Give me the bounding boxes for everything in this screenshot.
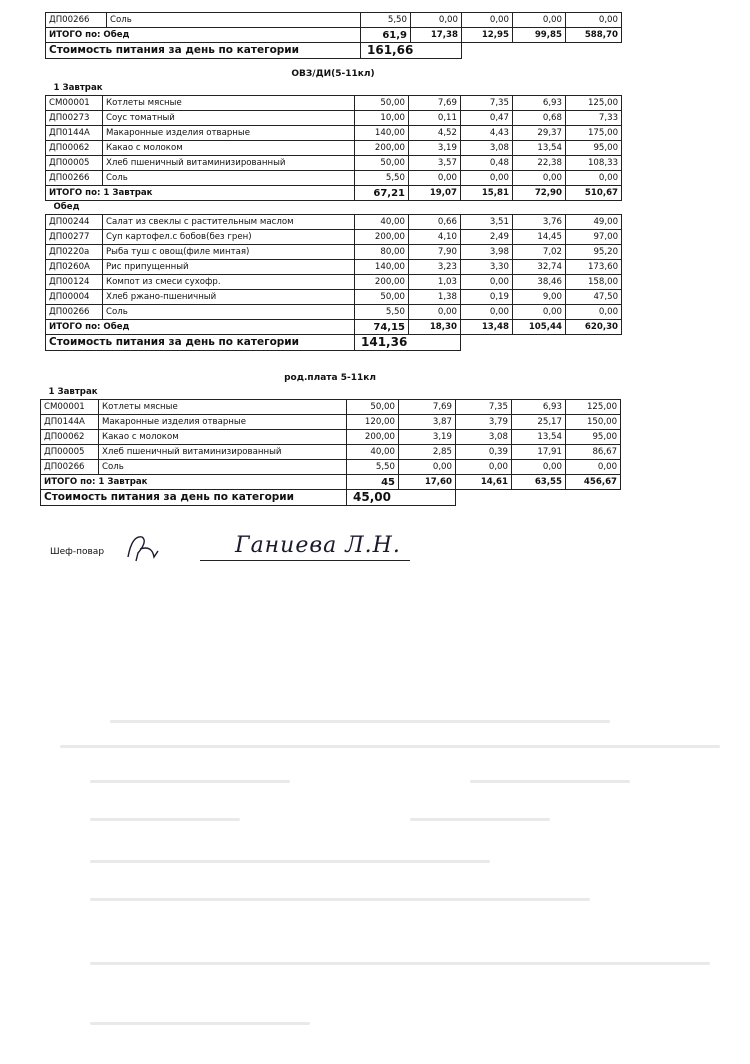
item-name: Хлеб пшеничный витаминизированный [99, 445, 347, 460]
item-code: ДП00273 [46, 111, 103, 126]
item-code: ДП00005 [41, 445, 99, 460]
menu-table-1 [45, 12, 622, 59]
total-proteins: 18,30 [409, 320, 461, 335]
table-row [46, 290, 622, 305]
item-kcal: 173,60 [566, 260, 622, 275]
total-fats: 15,81 [461, 186, 513, 201]
item-proteins: 7,69 [399, 400, 456, 415]
item-proteins: 7,90 [409, 245, 461, 260]
item-name: Суп картофел.с бобов(без грен) [103, 230, 355, 245]
item-carbs: 0,00 [512, 460, 566, 475]
item-code: ДП00005 [46, 156, 103, 171]
item-fats: 0,00 [456, 460, 512, 475]
item-fats: 3,30 [461, 260, 513, 275]
item-kcal: 49,00 [566, 215, 622, 230]
item-proteins: 0,11 [409, 111, 461, 126]
item-carbs: 32,74 [513, 260, 566, 275]
item-kcal: 0,00 [566, 305, 622, 320]
item-fats: 0,00 [461, 275, 513, 290]
item-weight: 200,00 [355, 230, 409, 245]
table-row [41, 415, 621, 430]
total-label: ИТОГО по: Обед [46, 320, 355, 335]
item-code: ДП00266 [46, 171, 103, 186]
cost-value: 45,00 [347, 490, 456, 506]
item-proteins: 0,00 [411, 13, 462, 28]
total-carbs: 72,90 [513, 186, 566, 201]
item-kcal: 95,00 [566, 141, 622, 156]
table-3-body [41, 386, 621, 506]
table-row [46, 305, 622, 320]
item-proteins: 0,00 [409, 305, 461, 320]
item-kcal: 0,00 [566, 171, 622, 186]
cost-label: Стоимость питания за день по категории [46, 43, 361, 59]
total-row [46, 28, 622, 43]
item-code: ДП00062 [46, 141, 103, 156]
item-code: СМ00001 [41, 400, 99, 415]
item-name: Котлеты мясные [103, 96, 355, 111]
table-row [41, 430, 621, 445]
item-fats: 0,48 [461, 156, 513, 171]
item-fats: 3,08 [461, 141, 513, 156]
item-code: ДП00244 [46, 215, 103, 230]
meal-heading [46, 82, 622, 96]
item-proteins: 7,69 [409, 96, 461, 111]
item-carbs: 0,00 [513, 13, 566, 28]
item-name: Хлеб пшеничный витаминизированный [103, 156, 355, 171]
total-label: ИТОГО по: 1 Завтрак [41, 475, 347, 490]
table-row [46, 171, 622, 186]
item-proteins: 0,66 [409, 215, 461, 230]
signature-scribble [118, 527, 198, 567]
item-weight: 140,00 [355, 260, 409, 275]
item-fats: 3,08 [456, 430, 512, 445]
bleed-through-area [50, 700, 720, 1050]
total-proteins: 17,60 [399, 475, 456, 490]
item-carbs: 0,00 [513, 305, 566, 320]
item-weight: 5,50 [347, 460, 399, 475]
item-name: Какао с молоком [99, 430, 347, 445]
cost-value: 141,36 [355, 335, 461, 351]
item-fats: 3,98 [461, 245, 513, 260]
item-weight: 5,50 [361, 13, 411, 28]
item-code: ДП00266 [46, 305, 103, 320]
item-name: Соль [103, 305, 355, 320]
item-fats: 3,79 [456, 415, 512, 430]
item-proteins: 0,00 [409, 171, 461, 186]
item-fats: 7,35 [461, 96, 513, 111]
item-code: ДП0260А [46, 260, 103, 275]
item-weight: 50,00 [355, 96, 409, 111]
item-name: Соль [99, 460, 347, 475]
item-code: ДП00266 [41, 460, 99, 475]
total-proteins: 17,38 [411, 28, 462, 43]
item-code: ДП00062 [41, 430, 99, 445]
item-carbs: 6,93 [512, 400, 566, 415]
item-kcal: 97,00 [566, 230, 622, 245]
item-fats: 0,00 [461, 171, 513, 186]
table-row [46, 111, 622, 126]
item-weight: 5,50 [355, 305, 409, 320]
total-row [46, 320, 622, 335]
item-carbs: 29,37 [513, 126, 566, 141]
item-proteins: 2,85 [399, 445, 456, 460]
item-name: Какао с молоком [103, 141, 355, 156]
total-carbs: 63,55 [512, 475, 566, 490]
table-row [46, 230, 622, 245]
meal-label: 1 Завтрак [48, 387, 98, 397]
cost-row [41, 490, 621, 506]
item-fats: 4,43 [461, 126, 513, 141]
item-kcal: 150,00 [566, 415, 621, 430]
total-fats: 12,95 [462, 28, 513, 43]
cost-label: Стоимость питания за день по категории [46, 335, 355, 351]
item-name: Рис припущенный [103, 260, 355, 275]
cost-blank [456, 490, 621, 506]
table-row [46, 96, 622, 111]
item-code: СМ00001 [46, 96, 103, 111]
total-kcal: 588,70 [566, 28, 622, 43]
item-weight: 50,00 [347, 400, 399, 415]
cost-value: 161,66 [361, 43, 462, 59]
item-weight: 40,00 [347, 445, 399, 460]
item-carbs: 7,02 [513, 245, 566, 260]
cost-row [46, 335, 622, 351]
item-carbs: 6,93 [513, 96, 566, 111]
item-kcal: 95,20 [566, 245, 622, 260]
meal-label: Обед [53, 202, 80, 212]
item-carbs: 22,38 [513, 156, 566, 171]
item-code: ДП0220а [46, 245, 103, 260]
item-proteins: 1,03 [409, 275, 461, 290]
table-row [46, 245, 622, 260]
item-name: Соль [107, 13, 361, 28]
item-name: Котлеты мясные [99, 400, 347, 415]
total-row [46, 186, 622, 201]
item-carbs: 13,54 [513, 141, 566, 156]
item-kcal: 125,00 [566, 96, 622, 111]
total-carbs: 99,85 [513, 28, 566, 43]
item-carbs: 14,45 [513, 230, 566, 245]
total-price: 45 [347, 475, 399, 490]
item-carbs: 17,91 [512, 445, 566, 460]
item-code: ДП00277 [46, 230, 103, 245]
item-carbs: 3,76 [513, 215, 566, 230]
item-weight: 120,00 [347, 415, 399, 430]
category-title-ovz: ОВЗ/ДИ(5-11кл) [291, 69, 375, 79]
item-name: Хлеб ржано-пшеничный [103, 290, 355, 305]
cost-blank [462, 43, 622, 59]
item-proteins: 4,52 [409, 126, 461, 141]
item-kcal: 108,33 [566, 156, 622, 171]
table-2-body [46, 82, 622, 351]
item-code: ДП00004 [46, 290, 103, 305]
item-proteins: 4,10 [409, 230, 461, 245]
item-kcal: 7,33 [566, 111, 622, 126]
item-carbs: 13,54 [512, 430, 566, 445]
item-fats: 0,39 [456, 445, 512, 460]
item-name: Компот из смеси сухофр. [103, 275, 355, 290]
item-kcal: 125,00 [566, 400, 621, 415]
table-row [46, 141, 622, 156]
item-weight: 140,00 [355, 126, 409, 141]
meal-heading [41, 386, 621, 400]
item-carbs: 0,00 [513, 171, 566, 186]
table-row [46, 215, 622, 230]
item-kcal: 47,50 [566, 290, 622, 305]
item-code: ДП00124 [46, 275, 103, 290]
item-weight: 50,00 [355, 156, 409, 171]
item-proteins: 3,87 [399, 415, 456, 430]
table-1-body [46, 13, 622, 59]
item-fats: 3,51 [461, 215, 513, 230]
menu-table-2 [45, 82, 622, 351]
item-proteins: 3,19 [399, 430, 456, 445]
table-row [46, 275, 622, 290]
item-kcal: 95,00 [566, 430, 621, 445]
item-proteins: 1,38 [409, 290, 461, 305]
signature-line [200, 560, 410, 561]
total-kcal: 510,67 [566, 186, 622, 201]
cost-blank [461, 335, 622, 351]
total-price: 74,15 [355, 320, 409, 335]
item-weight: 200,00 [355, 275, 409, 290]
item-carbs: 38,46 [513, 275, 566, 290]
item-carbs: 9,00 [513, 290, 566, 305]
signature-name: Ганиева Л.Н. [235, 533, 401, 558]
item-fats: 2,49 [461, 230, 513, 245]
item-kcal: 158,00 [566, 275, 622, 290]
item-weight: 80,00 [355, 245, 409, 260]
item-name: Соль [103, 171, 355, 186]
total-label: ИТОГО по: 1 Завтрак [46, 186, 355, 201]
total-kcal: 456,67 [566, 475, 621, 490]
total-carbs: 105,44 [513, 320, 566, 335]
item-weight: 200,00 [355, 141, 409, 156]
total-fats: 13,48 [461, 320, 513, 335]
item-weight: 5,50 [355, 171, 409, 186]
item-weight: 200,00 [347, 430, 399, 445]
meal-heading [46, 201, 622, 215]
item-proteins: 3,57 [409, 156, 461, 171]
item-name: Макаронные изделия отварные [99, 415, 347, 430]
item-fats: 0,47 [461, 111, 513, 126]
total-price: 61,9 [361, 28, 411, 43]
table-row [46, 126, 622, 141]
item-name: Макаронные изделия отварные [103, 126, 355, 141]
item-name: Соус томатный [103, 111, 355, 126]
total-label: ИТОГО по: Обед [46, 28, 361, 43]
category-title-paid: род.плата 5-11кл [284, 373, 376, 383]
cost-row [46, 43, 622, 59]
table-row [41, 460, 621, 475]
total-proteins: 19,07 [409, 186, 461, 201]
item-kcal: 86,67 [566, 445, 621, 460]
cost-label: Стоимость питания за день по категории [41, 490, 347, 506]
item-weight: 40,00 [355, 215, 409, 230]
item-name: Салат из свеклы с растительным маслом [103, 215, 355, 230]
item-weight: 50,00 [355, 290, 409, 305]
item-fats: 0,00 [462, 13, 513, 28]
table-row [41, 400, 621, 415]
item-fats: 0,00 [461, 305, 513, 320]
item-proteins: 3,19 [409, 141, 461, 156]
item-proteins: 3,23 [409, 260, 461, 275]
chef-label: Шеф-повар [50, 547, 105, 557]
item-kcal: 0,00 [566, 13, 622, 28]
item-weight: 10,00 [355, 111, 409, 126]
item-fats: 0,19 [461, 290, 513, 305]
item-code: ДП0144А [41, 415, 99, 430]
item-carbs: 0,68 [513, 111, 566, 126]
total-kcal: 620,30 [566, 320, 622, 335]
item-carbs: 25,17 [512, 415, 566, 430]
item-code: ДП0144А [46, 126, 103, 141]
table-row [46, 13, 622, 28]
item-code: ДП00266 [46, 13, 107, 28]
table-row [46, 156, 622, 171]
meal-label: 1 Завтрак [53, 83, 103, 93]
item-kcal: 0,00 [566, 460, 621, 475]
item-fats: 7,35 [456, 400, 512, 415]
total-fats: 14,61 [456, 475, 512, 490]
total-row [41, 475, 621, 490]
item-kcal: 175,00 [566, 126, 622, 141]
table-row [46, 260, 622, 275]
item-proteins: 0,00 [399, 460, 456, 475]
table-row [41, 445, 621, 460]
total-price: 67,21 [355, 186, 409, 201]
item-name: Рыба туш с овощ(филе минтая) [103, 245, 355, 260]
menu-table-3 [40, 386, 621, 506]
